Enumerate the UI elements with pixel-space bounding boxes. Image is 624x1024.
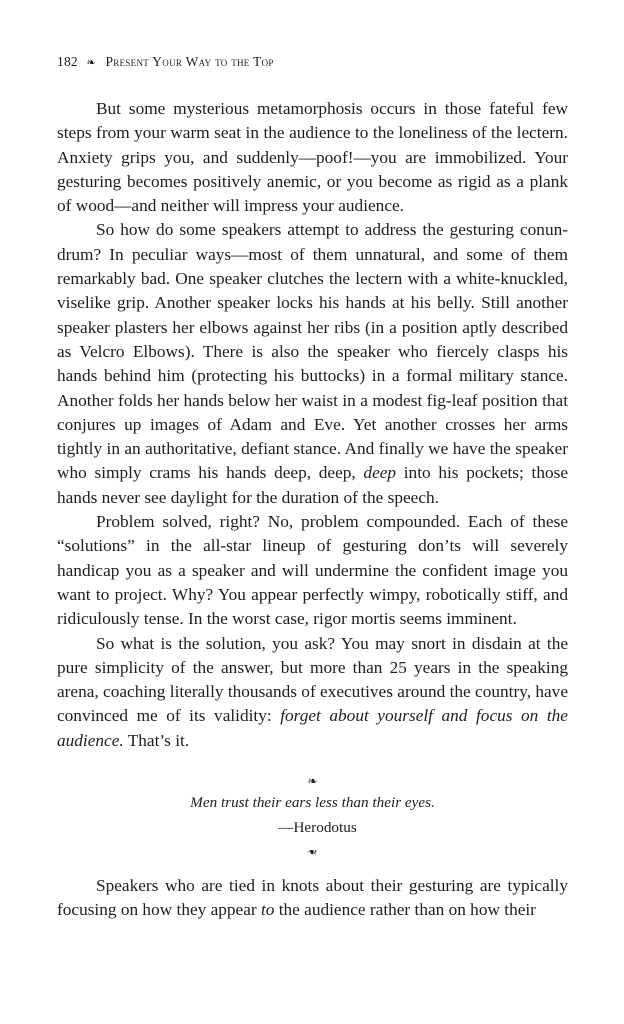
running-title: Present Your Way to the Top xyxy=(105,54,274,69)
emphasis: to xyxy=(260,900,275,920)
book-page xyxy=(57,52,568,923)
paragraph-2: So how do some speakers attempt to address the gesturing conundrum? In peculiar ways—most of them unnatural, and some of them remarkably bad. One speaker clutches the lectern with a white-knuckled, viselike grip. Another speaker locks his hands at his belly. Still another speaker plasters her elbows against her ribs (in a position aptly described as Velcro Elbows). There is also the speaker who fiercely clasps his hands behind him (protecting his buttocks) in a formal military stance. Another folds her hands below her waist in a modest fig-leaf position that conjures up images of Adam and Eve. Yet another crosses her arms tightly in an authoritative, defiant stance. And finally we have the speaker who simply crams his hands deep, deep, deep into his pockets; those hands never see daylight for the duration of the speech. xyxy=(57,220,569,507)
paragraph-4: So what is the solution, you ask? You may snort in disdain at the pure simplicity of the answer, but more than 25 years in the speaking arena, coaching literally thousands of executives around the country, have convinced me of its validity: forget about yourself and focus on the audience. That’s it. xyxy=(57,633,568,750)
fleuron-top-icon: ❧ xyxy=(307,774,318,789)
paragraph-5: Speakers who are tied in knots about their gesturing are typically focusing on how they appear to the audience rather than on how their xyxy=(57,876,568,920)
running-head xyxy=(57,52,568,72)
emphasis: forget about yourself and focus on the audience. xyxy=(57,706,568,750)
epigraph-quote: Men trust their ears less than their eyes. xyxy=(190,794,435,812)
fleuron-bottom-icon: ❧ xyxy=(307,845,318,860)
page-number: 182 xyxy=(57,54,78,69)
paragraph-3: Problem solved, right? No, problem compounded. Each of these “solutions” in the all-star lineup of gesturing don’ts will severely handicap you as a speaker and will undermine the confident image you want to project. Why? You appear perfectly wimpy, robotically stiff, and ridiculously tense. In the worst case, rigor mortis seems imminent. xyxy=(57,512,568,629)
paragraph-1: But some mysterious metamorphosis occurs in those fateful few steps from your warm seat in the audience to the loneliness of the lectern. Anxiety grips you, and suddenly—poof!—you are immobilized. Your gesturing becomes positively anemic, or you become as rigid as a plank of wood—and neither will impress your audience. xyxy=(57,99,568,216)
fleuron-icon: ❧ xyxy=(86,57,96,69)
epigraph-attribution: —Herodotus xyxy=(278,819,357,837)
emphasis: deep xyxy=(363,463,397,483)
